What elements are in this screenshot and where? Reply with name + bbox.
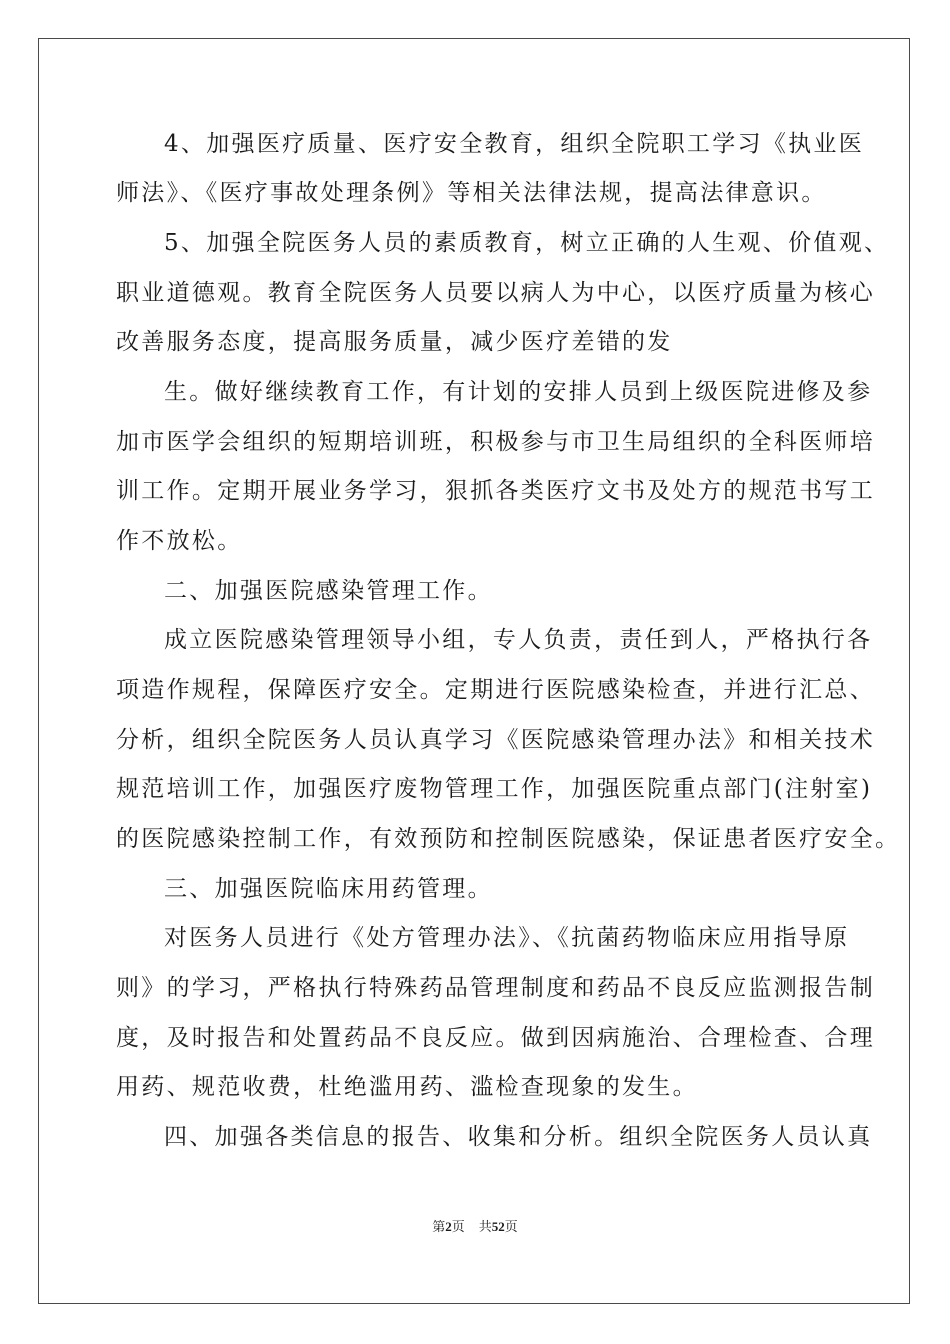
paragraph-line: 生。做好继续教育工作，有计划的安排人员到上级医院进修及参 — [164, 379, 873, 405]
paragraph-line: 师法》、《医疗事故处理条例》等相关法律法规，提高法律意识。 — [116, 180, 827, 206]
total-prefix: 共 — [478, 1220, 492, 1235]
page-footer — [0, 1218, 950, 1237]
paragraph-line: 训工作。定期开展业务学习，狠抓各类医疗文书及处方的规范书写工 — [116, 478, 875, 504]
section-heading: 二、加强医院感染管理工作。 — [164, 578, 493, 604]
total-pages: 52 — [491, 1219, 505, 1234]
paragraph-line: 加市医学会组织的短期培训班，积极参与市卫生局组织的全科医师培 — [116, 429, 875, 455]
paragraph-line: 则》的学习，严格执行特殊药品管理制度和药品不良反应监测报告制 — [116, 975, 875, 1001]
paragraph-line: 度，及时报告和处置药品不良反应。做到因病施治、合理检查、合理 — [116, 1025, 875, 1051]
section-heading: 三、加强医院临床用药管理。 — [164, 876, 493, 902]
paragraph-line: 对医务人员进行《处方管理办法》、《抗菌药物临床应用指导原 — [164, 925, 850, 951]
section-heading: 四、加强各类信息的报告、收集和分析。组织全院医务人员认真 — [164, 1124, 873, 1150]
total-suffix: 页 — [504, 1220, 518, 1235]
paragraph-line: 的医院感染控制工作，有效预防和控制医院感染，保证患者医疗安全。 — [116, 826, 901, 852]
paragraph-line: 职业道德观。教育全院医务人员要以病人为中心，以医疗质量为核心 — [116, 280, 875, 306]
paragraph-line: 4、加强医疗质量、医疗安全教育，组织全院职工学习《执业医 — [164, 131, 865, 157]
page-suffix: 页 — [451, 1220, 465, 1235]
paragraph-line: 改善服务态度，提高服务质量，减少医疗差错的发 — [116, 329, 673, 355]
paragraph-line: 规范培训工作，加强医疗废物管理工作，加强医院重点部门(注射室) — [116, 776, 873, 802]
paragraph-line: 用药、规范收费，杜绝滥用药、滥检查现象的发生。 — [116, 1074, 698, 1100]
paragraph-line: 项造作规程，保障医疗安全。定期进行医院感染检查，并进行汇总、 — [116, 677, 875, 703]
paragraph-line: 分析，组织全院医务人员认真学习《医院感染管理办法》和相关技术 — [116, 727, 875, 753]
page-number: 2 — [445, 1219, 452, 1234]
page-prefix: 第 — [432, 1220, 446, 1235]
paragraph-line: 成立医院感染管理领导小组，专人负责，责任到人，严格执行各 — [164, 627, 873, 653]
paragraph-line: 5、加强全院医务人员的素质教育，树立正确的人生观、价值观、 — [164, 230, 890, 256]
paragraph-line: 作不放松。 — [116, 528, 243, 554]
